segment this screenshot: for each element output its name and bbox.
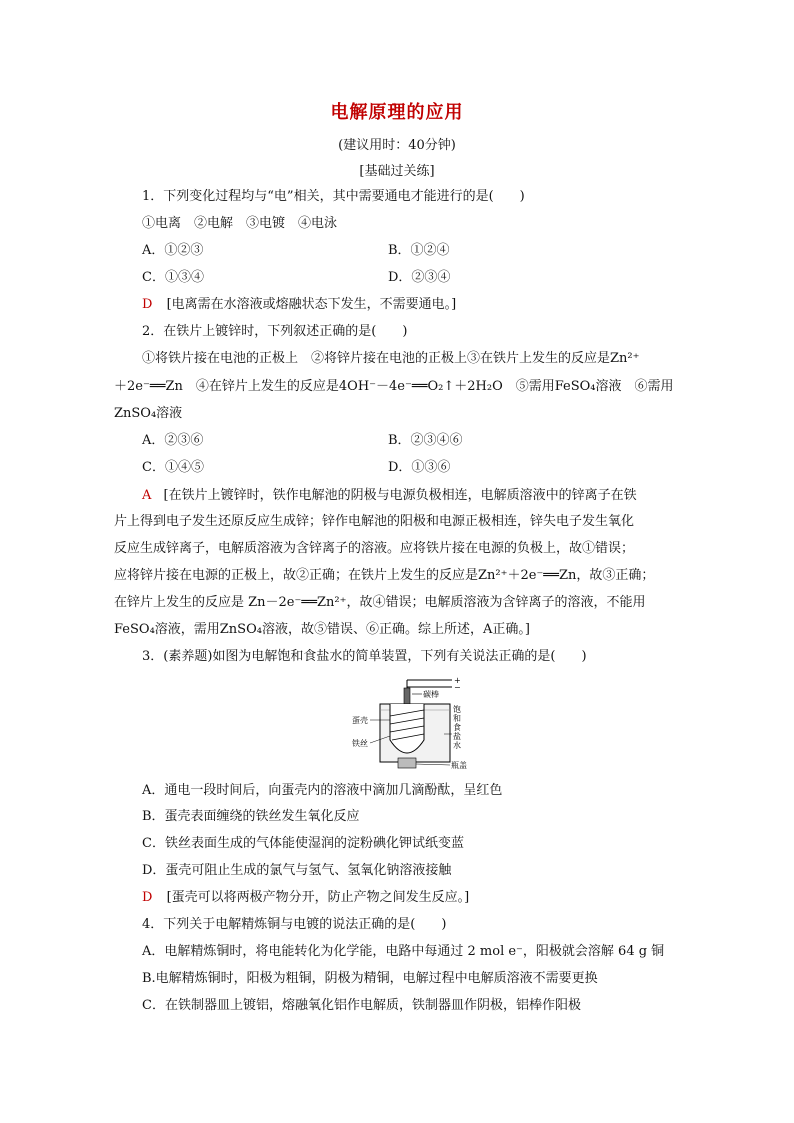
q1-option-b: B．①②④: [388, 243, 450, 258]
q3-answer-text: [蛋壳可以将两极产物分开，防止产物之间发生反应。]: [166, 890, 470, 905]
q1-answer: [142, 296, 456, 314]
carbon-rod-label: 碳棒: [423, 690, 439, 699]
q3-answer: [142, 889, 469, 907]
q3-option-a: A．通电一段时间后，向蛋壳内的溶液中滴加几滴酚酞，呈红色: [142, 783, 503, 798]
q2-explanation-line6: FeSO₄溶液，需用ZnSO₄溶液，故⑤错误、⑥正确。综上所述，A正确。]: [114, 622, 530, 637]
q2-statement-line2: ＋2e⁻══Zn ④在锌片上发生的反应是4OH⁻－4e⁻══O₂↑＋2H₂O ⑤需用FeSO₄溶液 ⑥需用: [114, 379, 674, 394]
q1-items: ①电离 ②电解 ③电镀 ④电泳: [142, 216, 338, 231]
q4-option-b: B.电解精炼铜时，阳极为粗铜，阴极为精铜，电解过程中电解质溶液不需要更换: [142, 971, 598, 986]
q1-stem: 1．下列变化过程均与“电”相关，其中需要通电才能进行的是( ): [142, 189, 525, 204]
bottle-cap-label: 瓶盖: [451, 761, 467, 770]
q1-answer-text: [电离需在水溶液或熔融状态下发生，不需要通电。]: [166, 297, 457, 312]
q1-option-d: D．②③④: [388, 270, 451, 285]
q1-option-c: C．①③④: [142, 270, 204, 285]
q2-statement-line1: ①将铁片接在电池的正极上 ②将锌片接在电池的正极上③在铁片上发生的反应是Zn²⁺: [142, 351, 640, 366]
q2-option-d: D．①③⑥: [388, 460, 451, 475]
q2-answer-letter: A: [142, 488, 152, 503]
q1-answer-letter: D: [142, 297, 153, 312]
q2-explanation-line1: [142, 487, 637, 505]
q2-explanation-line2: 片上得到电子发生还原反应生成锌；锌作电解池的阳极和电源正极相连，锌失电子发生氧化: [114, 514, 635, 529]
q4-option-a: A．电解精炼铜时，将电能转化为化学能，电路中每通过 2 mol e⁻，阳极就会溶解 64 g 铜: [142, 944, 665, 959]
saturated-salt-water-label-1: 饱: [453, 705, 461, 714]
q2-option-b: B．②③④⑥: [388, 433, 463, 448]
suggested-time: (建议用时：40分钟): [338, 138, 456, 153]
electrolysis-apparatus-figure: [352, 674, 472, 774]
minus-terminal: −: [454, 683, 461, 692]
plus-terminal: +: [454, 676, 461, 685]
egg-shell-label: 蛋壳: [352, 716, 368, 725]
saturated-salt-water-label-4: 盐: [453, 732, 461, 741]
q2-option-a: A．②③⑥: [142, 433, 204, 448]
q3-option-b: B．蛋壳表面缠绕的铁丝发生氧化反应: [142, 809, 360, 824]
iron-wire-label: 铁丝: [352, 739, 368, 748]
q3-option-c: C．铁丝表面生成的气体能使湿润的淀粉碘化钾试纸变蓝: [142, 836, 464, 851]
q2-explanation-line5: 在锌片上发生的反应是 Zn－2e⁻══Zn²⁺，故④错误；电解质溶液为含锌离子的溶液，不能用: [114, 595, 646, 610]
q4-option-c: C．在铁制器皿上镀铝，熔融氧化铝作电解质，铁制器皿作阴极，铝棒作阳极: [142, 998, 581, 1013]
q3-option-d: D．蛋壳可阻止生成的氯气与氢气、氢氧化钠溶液接触: [142, 863, 452, 878]
saturated-salt-water-label-5: 水: [453, 741, 461, 750]
q2-option-c: C．①④⑤: [142, 460, 204, 475]
saturated-salt-water-label-2: 和: [453, 714, 461, 723]
section-heading: [基础过关练]: [359, 164, 435, 179]
q1-option-a: A．①②③: [142, 243, 204, 258]
q2-statement-line3: ZnSO₄溶液: [114, 406, 183, 421]
q2-explanation-line4: 应将锌片接在电源的正极上，故②正确；在铁片上发生的反应是Zn²⁺＋2e⁻══Zn，故③正确；: [114, 568, 655, 583]
q4-stem: 4．下列关于电解精炼铜与电镀的说法正确的是( ): [142, 917, 447, 932]
q2-explanation-line3: 反应生成锌离子，电解质溶液为含锌离子的溶液。应将铁片接在电源的负极上，故①错误；: [114, 541, 635, 556]
q3-answer-letter: D: [142, 890, 153, 905]
saturated-salt-water-label-3: 食: [453, 723, 461, 732]
page-title: 电解原理的应用: [330, 102, 464, 123]
q3-stem: 3．(素养题)如图为电解饱和食盐水的简单装置，下列有关说法正确的是( ): [142, 649, 587, 664]
q2-exp1: [在铁片上镀锌时，铁作电解池的阴极与电源负极相连，电解质溶液中的锌离子在铁: [163, 488, 637, 503]
q2-stem: 2．在铁片上镀锌时，下列叙述正确的是( ): [142, 324, 408, 339]
